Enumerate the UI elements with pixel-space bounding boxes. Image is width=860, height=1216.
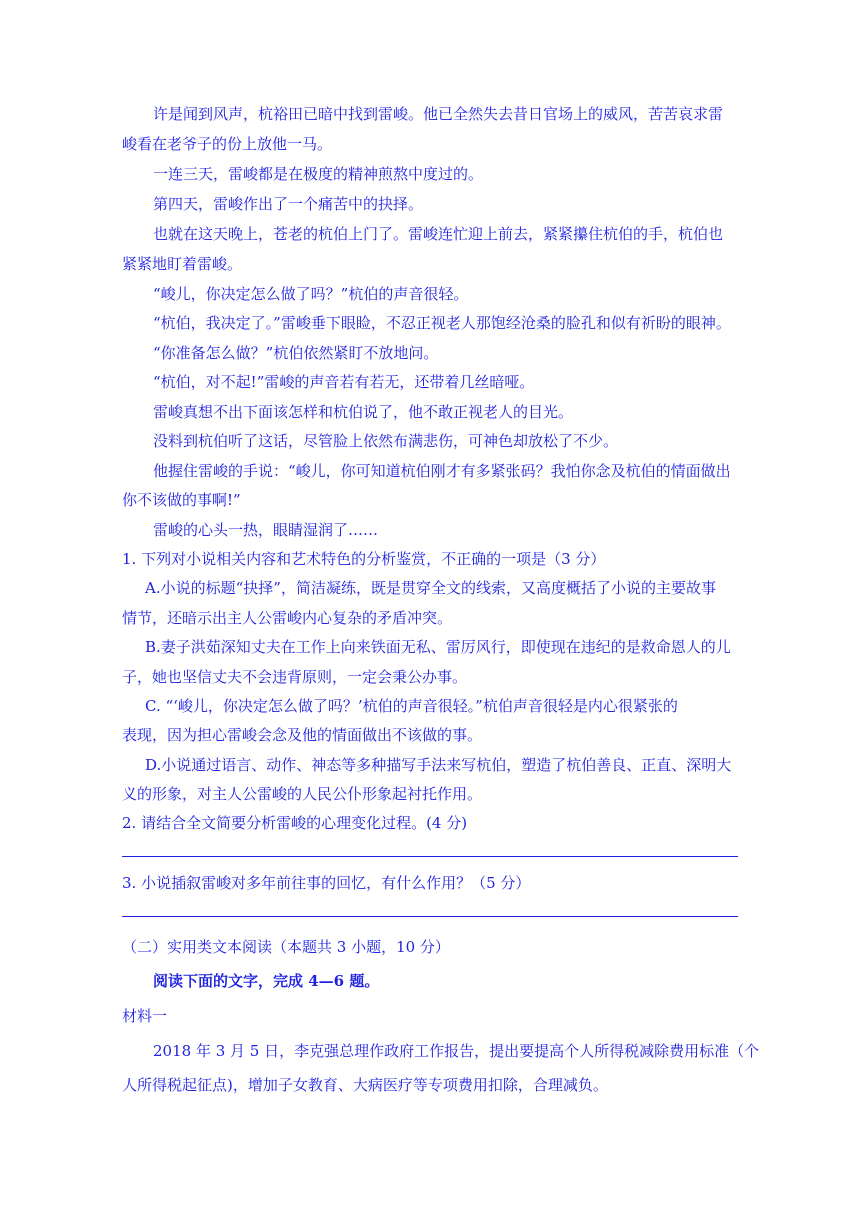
story-paragraph-4-line-1: 也就在这天晚上，苍老的杭伯上门了。雷峻连忙迎上前去，紧紧攥住杭伯的手，杭伯也 [153,225,724,243]
story-paragraph-4-line-2: 紧紧地盯着雷峻。 [122,255,243,273]
material-label: 材料一 [122,1007,168,1025]
story-paragraph-8: “杭伯，对不起!”雷峻的声音若有若无，还带着几丝暗哑。 [153,373,535,391]
story-paragraph-7: “你准备怎么做？”杭伯依然紧盯不放地问。 [153,344,439,362]
story-paragraph-1-line-1: 许是闻到风声，杭裕田已暗中找到雷峻。他已全然失去昔日官场上的威风，苦苦哀求雷 [153,105,724,123]
question-1: 1. 下列对小说相关内容和艺术特色的分析鉴赏，不正确的一项是（3 分） [122,550,606,568]
story-paragraph-1-line-2: 峻看在老爷子的份上放他一马。 [122,135,333,153]
story-paragraph-11-line-2: 你不该做的事啊!” [122,491,241,509]
option-d-line-1: D.小说通过语言、动作、神态等多种描写手法来写杭伯，塑造了杭伯善良、正直、深明大 [145,756,732,774]
story-paragraph-9: 雷峻真想不出下面该怎样和杭伯说了，他不敢正视老人的目光。 [153,403,574,421]
section-heading: （二）实用类文本阅读（本题共 3 小题，10 分） [122,938,450,956]
story-paragraph-5: “峻儿，你决定怎么做了吗？”杭伯的声音很轻。 [153,285,469,303]
story-paragraph-11-line-1: 他握住雷峻的手说：“峻儿，你可知道杭伯刚才有多紧张码？我怕你念及杭伯的情面做出 [153,462,731,480]
story-paragraph-3: 第四天，雷峻作出了一个痛苦中的抉择。 [153,195,424,213]
question-2: 2. 请结合全文简要分析雷峻的心理变化过程。(4 分) [122,814,468,832]
option-b-line-2: 子，她也坚信丈夫不会违背原则，一定会秉公办事。 [122,668,468,686]
option-a-line-2: 情节，还暗示出主人公雷峻内心复杂的矛盾冲突。 [122,609,453,627]
story-paragraph-2: 一连三天，雷峻都是在极度的精神煎熬中度过的。 [153,165,484,183]
answer-line-q3 [122,916,738,917]
story-paragraph-12: 雷峻的心头一热，眼睛湿润了…… [153,521,379,539]
option-d-line-2: 义的形象，对主人公雷峻的人民公仆形象起衬托作用。 [122,785,483,803]
option-c-line-2: 表现，因为担心雷峻会念及他的情面做出不该做的事。 [122,726,483,744]
material-1-line-2: 人所得税起征点)，增加子女教育、大病医疗等专项费用扣除，合理减负。 [122,1076,608,1094]
question-3: 3. 小说插叙雷峻对多年前往事的回忆，有什么作用？（5 分） [122,874,531,892]
option-c-line-1: C. “‘峻儿，你决定怎么做了吗？’杭伯的声音很轻。”杭伯声音很轻是内心很紧张的 [145,697,678,715]
option-a-line-1: A.小说的标题“抉择”，简洁凝练，既是贯穿全文的线索，又高度概括了小说的主要故事 [145,579,716,597]
story-paragraph-6: “杭伯，我决定了。”雷峻垂下眼睑，不忍正视老人那饱经沧桑的脸孔和似有祈盼的眼神。 [153,314,731,332]
option-b-line-1: B.妻子洪茹深知丈夫在工作上向来铁面无私、雷厉风行，即使现在违纪的是救命恩人的儿 [145,638,731,656]
story-paragraph-10: 没料到杭伯听了这话，尽管脸上依然布满悲伤，可神色却放松了不少。 [153,432,619,450]
reading-instruction: 阅读下面的文字，完成 4—6 题。 [153,972,380,990]
material-1-line-1: 2018 年 3 月 5 日，李克强总理作政府工作报告，提出要提高个人所得税减除费用标准（个 [153,1042,760,1060]
answer-line-q2 [122,856,738,857]
